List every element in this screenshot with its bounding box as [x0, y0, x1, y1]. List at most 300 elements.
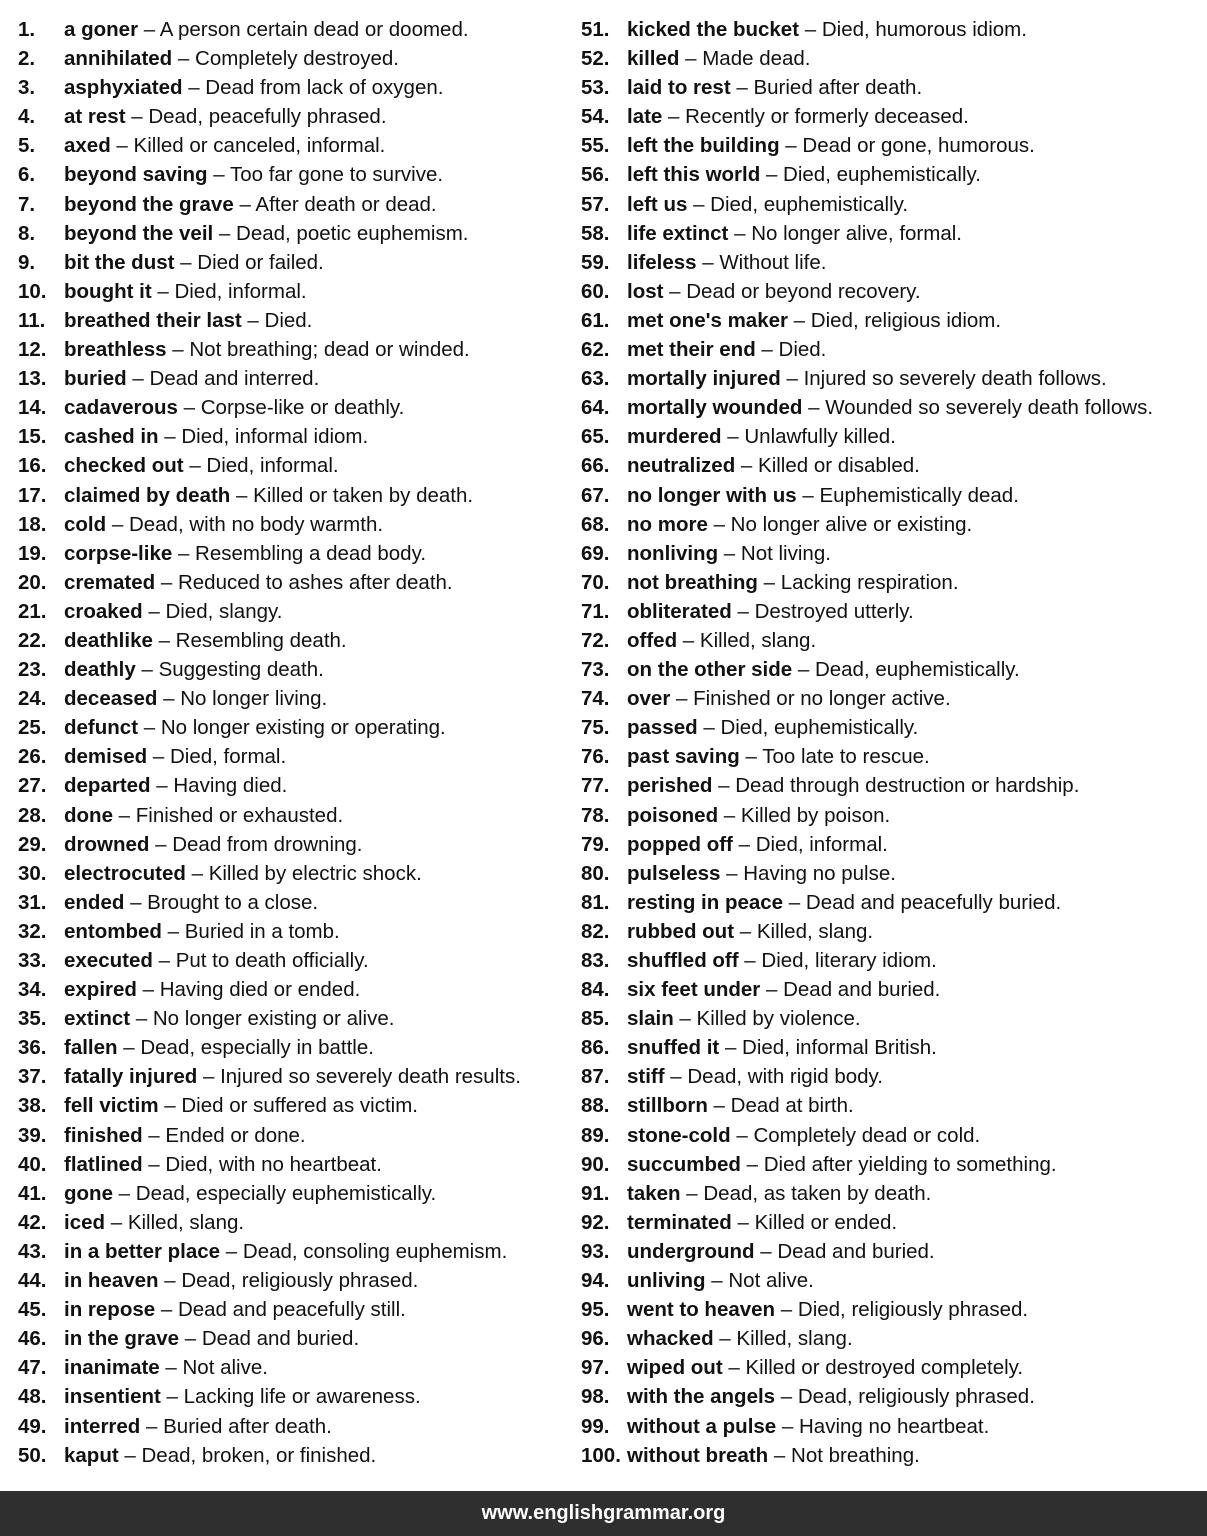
list-item — [581, 1150, 1201, 1179]
list-item — [581, 1353, 1201, 1382]
item-number: 1. — [18, 18, 36, 41]
item-number: 74. — [581, 687, 610, 711]
item-separator: – — [721, 425, 745, 449]
list-item — [581, 1412, 1201, 1441]
list-item — [18, 539, 563, 568]
list-item — [18, 568, 563, 597]
item-number: 66. — [581, 454, 610, 478]
item-term: insentient — [64, 1385, 161, 1409]
list-item — [581, 626, 1201, 655]
item-number: 53. — [581, 76, 610, 100]
item-separator: – — [138, 716, 161, 740]
item-number: 14. — [18, 396, 47, 420]
item-term: obliterated — [627, 599, 732, 623]
item-separator: – — [172, 47, 196, 71]
item-number: 87. — [581, 1065, 610, 1089]
item-number: 23. — [18, 658, 47, 682]
item-definition: Reduced to ashes after death. — [177, 570, 453, 594]
item-separator: – — [775, 1298, 798, 1322]
item-term: succumbed — [627, 1152, 741, 1176]
list-item — [581, 306, 1201, 335]
item-number: 61. — [581, 308, 610, 332]
list-item — [18, 1353, 563, 1382]
item-term: departed — [64, 774, 151, 798]
item-definition: Killed by electric shock. — [208, 861, 422, 885]
item-definition: Corpse-like or deathly. — [200, 396, 405, 420]
list-item — [581, 742, 1201, 771]
item-number: 26. — [18, 745, 47, 769]
item-separator: – — [705, 1269, 729, 1293]
item-definition: Dead, poetic euphemism. — [236, 221, 469, 245]
item-definition: Injured so severely death follows. — [803, 367, 1107, 391]
item-definition: Without life. — [719, 250, 827, 274]
item-definition: Not alive. — [182, 1356, 268, 1380]
list-item — [18, 1295, 563, 1324]
item-definition: Dead, with rigid body. — [687, 1065, 883, 1089]
item-number: 2. — [18, 47, 36, 71]
item-number: 56. — [581, 163, 610, 187]
item-term: resting in peace — [627, 890, 784, 914]
list-item — [581, 1382, 1201, 1411]
item-number: 24. — [18, 687, 47, 711]
item-definition: Buried after death. — [753, 76, 923, 100]
item-definition: Dead from lack of oxygen. — [205, 76, 444, 100]
item-number: 29. — [18, 832, 47, 856]
item-definition: Dead, with no body warmth. — [128, 512, 384, 536]
item-definition: Lacking life or awareness. — [183, 1385, 421, 1409]
list-item — [581, 393, 1201, 422]
item-term: kicked the bucket — [627, 18, 800, 41]
item-separator: – — [775, 1385, 798, 1409]
item-term: stone-cold — [627, 1123, 731, 1147]
list-item — [581, 248, 1201, 277]
item-term: claimed by death — [64, 483, 231, 507]
item-separator: – — [707, 512, 731, 536]
item-definition: Dead, euphemistically. — [814, 658, 1020, 682]
item-definition: Died, euphemistically. — [783, 163, 981, 187]
list-item — [581, 102, 1201, 131]
item-term: breathed their last — [64, 308, 242, 332]
item-separator: – — [125, 105, 149, 129]
item-term: without a pulse — [627, 1414, 777, 1438]
list-item — [581, 190, 1201, 219]
item-number: 3. — [18, 76, 36, 100]
item-definition: Died, informal. — [755, 832, 888, 856]
item-separator: – — [768, 1443, 792, 1467]
item-number: 65. — [581, 425, 610, 449]
item-term: bought it — [64, 279, 152, 303]
list-item — [18, 190, 563, 219]
item-term: rubbed out — [627, 919, 735, 943]
item-number: 19. — [18, 541, 47, 565]
item-separator: – — [179, 1327, 202, 1351]
item-number: 85. — [581, 1007, 610, 1031]
footer-url: www.englishgrammar.org — [481, 1502, 726, 1524]
item-separator: – — [172, 541, 196, 565]
item-term: entombed — [64, 919, 162, 943]
item-definition: Lacking respiration. — [780, 570, 959, 594]
item-number: 67. — [581, 483, 610, 507]
list-item — [581, 771, 1201, 800]
item-separator: – — [105, 1210, 128, 1234]
list-item — [18, 1237, 563, 1266]
item-definition: Completely destroyed. — [195, 47, 399, 71]
item-number: 97. — [581, 1356, 610, 1380]
list-item — [18, 1382, 563, 1411]
list-item — [581, 277, 1201, 306]
item-definition: Killed or disabled. — [758, 454, 920, 478]
item-term: lifeless — [627, 250, 697, 274]
item-term: on the other side — [627, 658, 793, 682]
list-item — [581, 597, 1201, 626]
item-number: 17. — [18, 483, 47, 507]
item-definition: Killed, slang. — [756, 919, 874, 943]
item-definition: Died. — [264, 308, 313, 332]
item-term: flatlined — [64, 1152, 143, 1176]
item-term: asphyxiated — [64, 76, 183, 100]
item-number: 31. — [18, 890, 47, 914]
list-item — [581, 1179, 1201, 1208]
item-definition: Died, euphemistically. — [720, 716, 919, 740]
item-term: croaked — [64, 599, 143, 623]
list-item — [18, 277, 563, 306]
item-separator: – — [112, 1181, 136, 1205]
item-definition: Dead from drowning. — [172, 832, 363, 856]
item-separator: – — [730, 1123, 754, 1147]
item-separator: – — [738, 949, 762, 972]
item-term: bit the dust — [64, 250, 175, 274]
item-separator: – — [663, 279, 687, 303]
item-separator: – — [728, 221, 752, 245]
item-separator: – — [147, 745, 170, 769]
item-separator: – — [138, 18, 160, 41]
item-term: left this world — [627, 163, 761, 187]
item-term: no longer with us — [627, 483, 797, 507]
item-number: 84. — [581, 978, 610, 1002]
item-number: 80. — [581, 861, 610, 885]
list-item — [581, 568, 1201, 597]
item-separator: – — [142, 1123, 166, 1147]
list-item — [18, 131, 563, 160]
item-definition: Finished or exhausted. — [135, 803, 344, 827]
item-term: nonliving — [627, 541, 719, 565]
list-item — [581, 859, 1201, 888]
list-item — [581, 131, 1201, 160]
item-separator: – — [718, 803, 741, 827]
list-item — [18, 830, 563, 859]
list-item — [18, 1441, 563, 1470]
item-number: 35. — [18, 1007, 47, 1031]
list-item — [581, 655, 1201, 684]
item-separator: – — [677, 628, 700, 652]
item-separator: – — [126, 367, 150, 391]
list-item — [18, 364, 563, 393]
list-item — [581, 481, 1201, 510]
item-definition: Died or suffered as victim. — [181, 1094, 418, 1118]
item-number: 77. — [581, 774, 610, 798]
item-number: 93. — [581, 1239, 610, 1263]
item-definition: Died after yielding to something. — [763, 1152, 1057, 1176]
list-item — [581, 510, 1201, 539]
item-definition: Died, religiously phrased. — [797, 1298, 1029, 1322]
item-term: deathlike — [64, 628, 153, 652]
item-term: offed — [627, 628, 678, 652]
list-item — [581, 830, 1201, 859]
item-number: 40. — [18, 1152, 47, 1176]
item-term: stillborn — [627, 1094, 708, 1118]
item-definition: Killed, slang. — [127, 1210, 245, 1234]
list-item — [18, 742, 563, 771]
list-item — [18, 917, 563, 946]
item-definition: Buried after death. — [163, 1414, 332, 1438]
list-item — [18, 422, 563, 451]
item-definition: Not breathing; dead or winded. — [189, 338, 470, 362]
item-separator: – — [142, 1152, 166, 1176]
item-separator: – — [155, 1298, 178, 1322]
item-number: 41. — [18, 1181, 47, 1205]
item-separator: – — [149, 832, 173, 856]
item-number: 20. — [18, 570, 47, 594]
item-separator: – — [734, 919, 757, 943]
item-separator: – — [679, 47, 703, 71]
list-item — [581, 917, 1201, 946]
item-number: 36. — [18, 1036, 47, 1060]
item-separator: – — [159, 1356, 183, 1380]
list-item — [18, 219, 563, 248]
list-item — [581, 1121, 1201, 1150]
item-number: 50. — [18, 1443, 47, 1467]
item-definition: Dead or beyond recovery. — [686, 279, 921, 303]
list-item — [581, 946, 1201, 975]
item-term: terminated — [627, 1210, 732, 1234]
item-term: kaput — [64, 1443, 119, 1467]
item-separator: – — [680, 1181, 704, 1205]
list-item — [18, 771, 563, 800]
item-separator: – — [230, 483, 254, 507]
list-item — [581, 684, 1201, 713]
item-term: pulseless — [627, 861, 721, 885]
item-separator: – — [664, 1065, 688, 1089]
item-separator: – — [136, 978, 160, 1002]
list-item — [18, 160, 563, 189]
item-definition: Died or failed. — [197, 250, 324, 274]
item-term: cold — [64, 512, 107, 536]
item-definition: Died, literary idiom. — [761, 949, 937, 972]
item-separator: – — [174, 250, 198, 274]
item-number: 28. — [18, 803, 47, 827]
list-item — [18, 1062, 563, 1091]
item-separator: – — [731, 599, 755, 623]
item-separator: – — [755, 338, 779, 362]
list-item — [581, 1004, 1201, 1033]
item-number: 99. — [581, 1414, 610, 1438]
item-separator: – — [757, 570, 781, 594]
item-separator: – — [207, 163, 230, 187]
item-definition: No longer alive or existing. — [730, 512, 973, 536]
item-term: shuffled off — [627, 949, 739, 972]
item-term: not breathing — [627, 570, 758, 594]
item-term: cashed in — [64, 425, 159, 449]
item-separator: – — [161, 919, 185, 943]
list-item — [581, 801, 1201, 830]
item-term: left us — [627, 192, 688, 216]
list-item — [18, 1091, 563, 1120]
list-item — [18, 1004, 563, 1033]
item-separator: – — [799, 18, 822, 41]
item-definition: Not living. — [740, 541, 831, 565]
item-number: 100. — [581, 1443, 621, 1467]
item-term: wiped out — [627, 1356, 723, 1380]
item-definition: Killed or canceled, informal. — [133, 134, 386, 158]
item-term: drowned — [64, 832, 150, 856]
item-number: 34. — [18, 978, 47, 1002]
item-separator: – — [720, 861, 744, 885]
item-separator: – — [670, 687, 694, 711]
item-number: 88. — [581, 1094, 610, 1118]
item-number: 86. — [581, 1036, 610, 1060]
list-item — [581, 1324, 1201, 1353]
item-separator: – — [792, 658, 815, 682]
item-term: left the building — [627, 134, 780, 158]
item-separator: – — [687, 192, 711, 216]
item-number: 94. — [581, 1269, 610, 1293]
item-term: at rest — [64, 105, 126, 129]
item-term: snuffed it — [627, 1036, 720, 1060]
item-definition: Died. — [778, 338, 827, 362]
item-definition: Suggesting death. — [158, 658, 324, 682]
item-definition: Died, informal. — [174, 279, 307, 303]
item-number: 16. — [18, 454, 47, 478]
item-term: mortally wounded — [627, 396, 803, 420]
item-number: 47. — [18, 1356, 47, 1380]
item-number: 46. — [18, 1327, 47, 1351]
item-definition: Dead, especially euphemistically. — [135, 1181, 437, 1205]
item-term: went to heaven — [627, 1298, 776, 1322]
item-term: with the angels — [627, 1385, 776, 1409]
item-number: 57. — [581, 192, 610, 216]
item-definition: Having no heartbeat. — [799, 1414, 990, 1438]
item-definition: Died, euphemistically. — [710, 192, 909, 216]
list-item — [18, 859, 563, 888]
item-term: annihilated — [64, 47, 173, 71]
item-term: whacked — [627, 1327, 714, 1351]
item-definition: No longer living. — [180, 687, 328, 711]
item-definition: Recently or formerly deceased. — [685, 105, 969, 129]
item-term: interred — [64, 1414, 141, 1438]
list-item — [18, 451, 563, 480]
item-separator: – — [696, 250, 720, 274]
list-item — [18, 73, 563, 102]
item-separator: – — [160, 1385, 184, 1409]
item-number: 90. — [581, 1152, 610, 1176]
item-number: 4. — [18, 105, 36, 129]
item-separator: – — [158, 425, 182, 449]
item-separator: – — [783, 890, 806, 914]
item-number: 83. — [581, 949, 610, 972]
item-number: 21. — [18, 599, 47, 623]
item-separator: – — [117, 1036, 141, 1060]
list-item — [18, 888, 563, 917]
item-definition: Dead or gone, humorous. — [802, 134, 1035, 158]
item-term: met one's maker — [627, 308, 788, 332]
item-definition: Died, humorous idiom. — [821, 18, 1027, 41]
item-separator: – — [754, 1239, 778, 1263]
item-separator: – — [124, 890, 148, 914]
item-definition: Died, informal British. — [742, 1036, 937, 1060]
item-separator: – — [213, 221, 237, 245]
item-definition: Buried in a tomb. — [184, 919, 340, 943]
item-separator: – — [135, 658, 159, 682]
item-definition: Dead, consoling euphemism. — [242, 1239, 508, 1263]
item-definition: After death or dead. — [255, 192, 437, 216]
item-term: fell victim — [64, 1094, 159, 1118]
item-number: 45. — [18, 1298, 47, 1322]
item-number: 91. — [581, 1181, 610, 1205]
item-term: beyond saving — [64, 163, 208, 187]
item-number: 58. — [581, 221, 610, 245]
item-definition: No longer existing or operating. — [160, 716, 446, 740]
item-definition: Dead and buried. — [783, 978, 941, 1002]
item-definition: Killed or ended. — [754, 1210, 898, 1234]
list-item — [18, 102, 563, 131]
item-separator: – — [712, 774, 736, 798]
list-item — [18, 1121, 563, 1150]
item-term: poisoned — [627, 803, 719, 827]
item-separator: – — [730, 76, 754, 100]
item-definition: Died, slangy. — [165, 599, 283, 623]
item-number: 43. — [18, 1239, 47, 1263]
item-term: defunct — [64, 716, 139, 740]
item-number: 72. — [581, 628, 610, 652]
item-separator: – — [779, 134, 803, 158]
item-definition: Having died or ended. — [159, 978, 361, 1002]
item-number: 44. — [18, 1269, 47, 1293]
list-item — [581, 1208, 1201, 1237]
item-term: iced — [64, 1210, 106, 1234]
item-term: beyond the grave — [64, 192, 234, 216]
item-term: no more — [627, 512, 708, 536]
list-item — [581, 335, 1201, 364]
item-number: 33. — [18, 949, 47, 972]
item-separator: – — [707, 1094, 731, 1118]
list-item — [581, 15, 1201, 44]
item-term: ended — [64, 890, 125, 914]
item-number: 75. — [581, 716, 610, 740]
item-term: popped off — [627, 832, 733, 856]
item-number: 38. — [18, 1094, 47, 1118]
item-number: 95. — [581, 1298, 610, 1322]
list-item — [581, 73, 1201, 102]
item-number: 48. — [18, 1385, 47, 1409]
item-term: fallen — [64, 1036, 118, 1060]
list-item — [581, 888, 1201, 917]
item-number: 60. — [581, 279, 610, 303]
item-number: 64. — [581, 396, 610, 420]
item-separator: – — [183, 454, 207, 478]
item-separator: – — [719, 1036, 743, 1060]
item-definition: Not breathing. — [791, 1443, 920, 1467]
item-separator: – — [177, 396, 201, 420]
list-item — [18, 1179, 563, 1208]
item-number: 73. — [581, 658, 610, 682]
list-item — [18, 335, 563, 364]
item-separator: – — [740, 1152, 764, 1176]
item-separator: – — [142, 599, 166, 623]
item-definition: Resembling a dead body. — [195, 541, 427, 565]
item-definition: Destroyed utterly. — [754, 599, 914, 623]
item-separator: – — [713, 1327, 737, 1351]
item-definition: Too late to rescue. — [762, 745, 930, 769]
